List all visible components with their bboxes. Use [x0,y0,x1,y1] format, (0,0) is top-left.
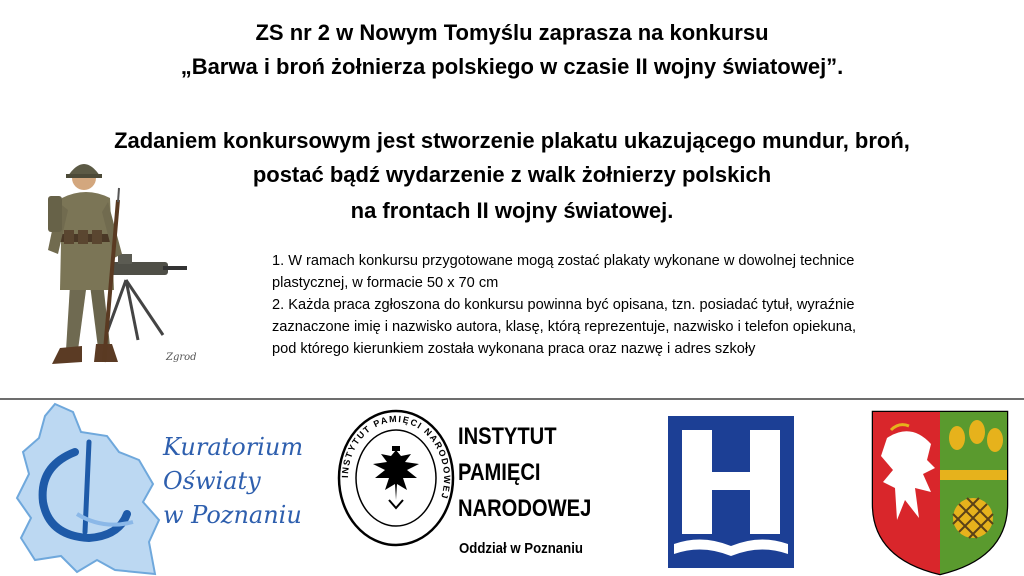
header-line-1: ZS nr 2 w Nowym Tomyślu zaprasza na konkursu [255,20,769,45]
kuratorium-line-1: Kuratorium [163,433,304,461]
kuratorium-line-3: w Poznaniu [163,501,302,529]
rules-line: plastycznej, w formacie 50 x 70 cm [272,275,499,291]
coat-of-arms-logo [869,408,1011,576]
rules-line: 1. W ramach konkursu przygotowane mogą zostać plakaty wykonane w dowolnej technice [272,253,855,269]
ipn-name-line-3: NARODOWEJ [458,495,592,522]
ipn-seal-text: INSTYTUT PAMIĘCI NARODOWEJ [339,413,453,502]
kuratorium-map-logo [15,402,165,576]
ipn-branch: Oddział w Poznaniu [459,540,583,557]
rules-line: pod którego kierunkiem została wykonana praca oraz nazwę i adres szkoły [272,341,756,357]
section-divider [0,398,1024,400]
kuratorium-line-2: Oświaty [163,467,261,495]
artist-signature: Zgrod [166,352,197,363]
rules-line: zaznaczone imię i nazwisko autora, klasę, którą reprezentuje, nazwisko i telefon opiekuna, [272,319,857,335]
h-book-logo [668,416,794,568]
soldier-illustration [38,150,197,375]
task-line-3: na frontach II wojny światowej. [350,198,674,223]
ipn-name-line-2: PAMIĘCI [458,459,541,486]
task-line-2: postać bądź wydarzenie z walk żołnierzy polskich [252,162,772,187]
ipn-seal-logo [337,408,455,548]
task-line-1: Zadaniem konkursowym jest stworzenie plakatu ukazującego mundur, broń, [114,128,910,153]
rules-block [272,250,1012,360]
header-line-2: „Barwa i broń żołnierza polskiego w czasie II wojny światowej”. [180,54,844,79]
rules-line: 2. Każda praca zgłoszona do konkursu powinna być opisana, tzn. posiadać tytuł, wyraźnie [272,297,855,313]
ipn-name-line-1: INSTYTUT [458,423,557,450]
